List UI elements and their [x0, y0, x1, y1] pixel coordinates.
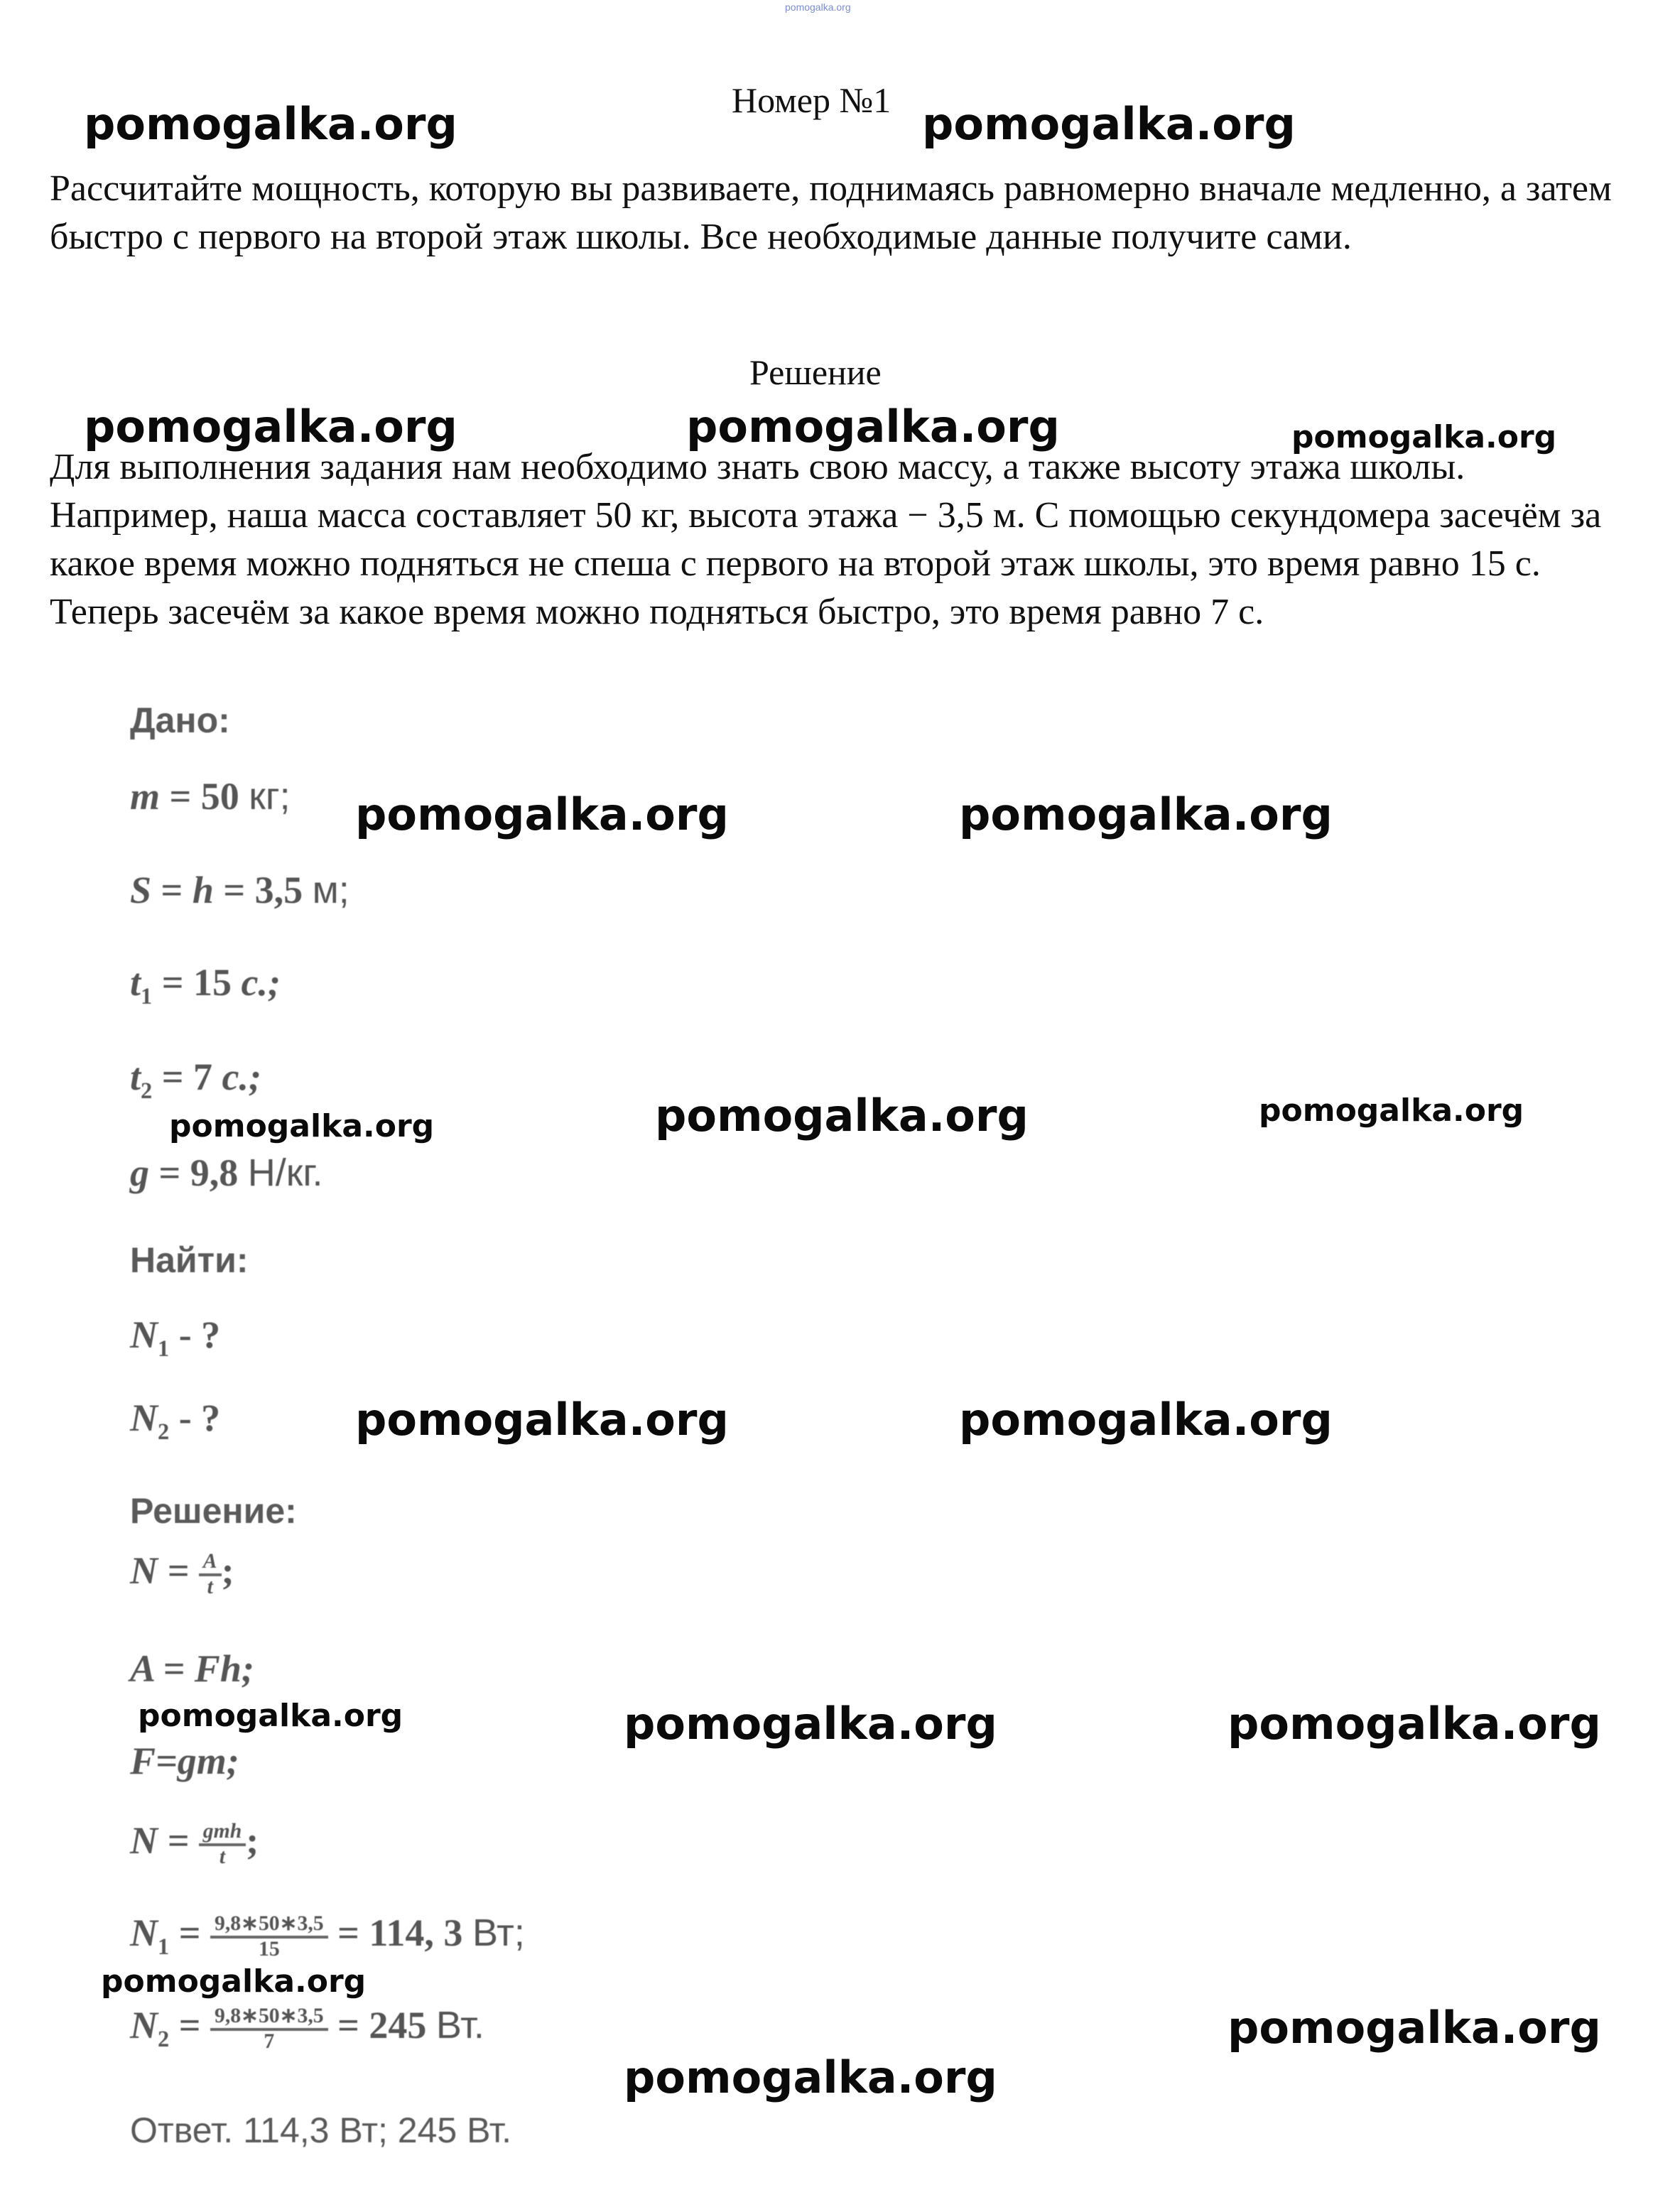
power-2-subscript: 2 [158, 1419, 170, 1445]
watermark: pomogalka.org [655, 1090, 1029, 1142]
gravity-variable: g [130, 1151, 149, 1194]
watermark: pomogalka.org [624, 2051, 997, 2103]
formula-power-2-result [130, 2003, 484, 2053]
formula-power-1-result [130, 1911, 525, 1961]
power-1-variable: N [130, 1313, 158, 1356]
watermark: pomogalka.org [84, 98, 457, 150]
power-1-subscript: 1 [158, 1335, 170, 1362]
result-2-variable: N [130, 2004, 158, 2046]
watermark: pomogalka.org [922, 98, 1296, 150]
work-label: Решение: [130, 1491, 297, 1531]
given-gravity [130, 1151, 323, 1195]
result-2-value: = 245 [327, 2004, 436, 2046]
watermark: pomogalka.org [84, 401, 457, 452]
result-1-numerator: 9,8∗50∗3,5 [210, 1913, 328, 1938]
power-2-variable: N [130, 1397, 158, 1439]
power-2-question: - ? [169, 1397, 221, 1439]
given-height [130, 868, 349, 912]
time-1-unit: c.; [241, 961, 281, 1004]
formula-4-fraction [199, 1821, 246, 1867]
watermark: pomogalka.org [1291, 419, 1557, 455]
task-text: Рассчитайте мощность, которую вы развиваете, поднимаясь равномерно вначале медленно, а затем быстро с первого на второй этаж школы. Все необходимые данные получите сами. [50, 168, 1612, 257]
result-1-subscript: 1 [158, 1934, 170, 1960]
formula-4-denominator: t [219, 1845, 226, 1868]
time-1-variable: t [130, 961, 141, 1004]
find-power-2 [130, 1396, 220, 1446]
page-title: Номер №1 [732, 80, 891, 120]
top-watermark: pomogalka.org [785, 1, 851, 13]
watermark: pomogalka.org [959, 788, 1333, 840]
time-2-unit: c.; [222, 1056, 261, 1098]
result-2-numerator: 9,8∗50∗3,5 [210, 2005, 328, 2030]
watermark: pomogalka.org [355, 788, 729, 840]
formula-4-lhs: N = [130, 1819, 199, 1862]
time-2-value: = 7 [152, 1056, 222, 1098]
time-1-value: = 15 [152, 961, 242, 1004]
result-2-subscript: 2 [158, 2026, 170, 2052]
formula-1-lhs: N = [130, 1549, 199, 1592]
result-2-denominator: 7 [264, 2029, 275, 2053]
formula-work: A = Fh; [130, 1647, 254, 1690]
formula-1-end: ; [221, 1549, 234, 1592]
watermark: pomogalka.org [101, 1963, 367, 2000]
formula-4-end: ; [246, 1819, 259, 1862]
formula-power-definition [130, 1549, 234, 1598]
power-1-question: - ? [169, 1313, 221, 1356]
gravity-value: = 9,8 [149, 1151, 248, 1194]
given-time-1 [130, 960, 281, 1010]
formula-1-denominator: t [207, 1575, 213, 1598]
result-1-denominator: 15 [258, 1937, 280, 1961]
formula-4-numerator: gmh [199, 1821, 246, 1845]
solution-text: Для выполнения задания нам необходимо знать свою массу, а также высоту этажа школы. Например, наша масса составляет 50 кг, высота этажа − 3,5 м. С помощью секундомера засечём за какое время можно подняться не спеша с первого на второй этаж школы, это время равно 15 с. Теперь засечём за какое время можно подняться быстро, это время равно 7 с. [50, 447, 1602, 632]
answer-line: Ответ. 114,3 Вт; 245 Вт. [130, 2110, 512, 2150]
result-1-value: = 114, 3 [327, 1912, 472, 1954]
mass-value: = 50 [160, 775, 249, 818]
formula-1-numerator: A [199, 1551, 222, 1576]
watermark: pomogalka.org [624, 1698, 997, 1750]
watermark: pomogalka.org [169, 1108, 435, 1144]
result-2-equals: = [169, 2004, 210, 2046]
watermark: pomogalka.org [1259, 1093, 1524, 1129]
solution-heading: Решение [749, 352, 882, 392]
height-value: = 3,5 [213, 869, 313, 911]
distance-variable: S [130, 869, 152, 911]
watermark: pomogalka.org [138, 1698, 403, 1734]
watermark: pomogalka.org [355, 1394, 729, 1446]
formula-power-expanded [130, 1818, 259, 1868]
given-time-2 [130, 1055, 261, 1105]
watermark: pomogalka.org [959, 1394, 1333, 1446]
result-2-fraction [210, 2005, 328, 2052]
gravity-unit: Н/кг. [247, 1151, 323, 1194]
mass-unit: кг; [249, 775, 291, 818]
time-2-subscript: 2 [141, 1078, 153, 1104]
given-mass [130, 774, 291, 818]
height-variable: h [192, 869, 214, 911]
distance-equals: = [151, 869, 193, 911]
height-unit: м; [312, 869, 349, 911]
formula-force: F=gm; [130, 1740, 239, 1782]
time-1-subscript: 1 [141, 983, 153, 1009]
mass-variable: m [130, 775, 161, 818]
given-label: Дано: [130, 700, 230, 740]
watermark: pomogalka.org [1227, 1698, 1601, 1750]
result-1-unit: Вт; [472, 1912, 525, 1954]
find-power-1 [130, 1313, 220, 1362]
formula-1-fraction [199, 1551, 222, 1598]
result-2-unit: Вт. [435, 2004, 484, 2046]
result-1-fraction [210, 1913, 328, 1960]
watermark: pomogalka.org [686, 401, 1060, 452]
result-1-equals: = [169, 1912, 210, 1954]
watermark: pomogalka.org [1227, 2002, 1601, 2054]
time-2-variable: t [130, 1056, 141, 1098]
find-label: Найти: [130, 1240, 249, 1280]
result-1-variable: N [130, 1912, 158, 1954]
